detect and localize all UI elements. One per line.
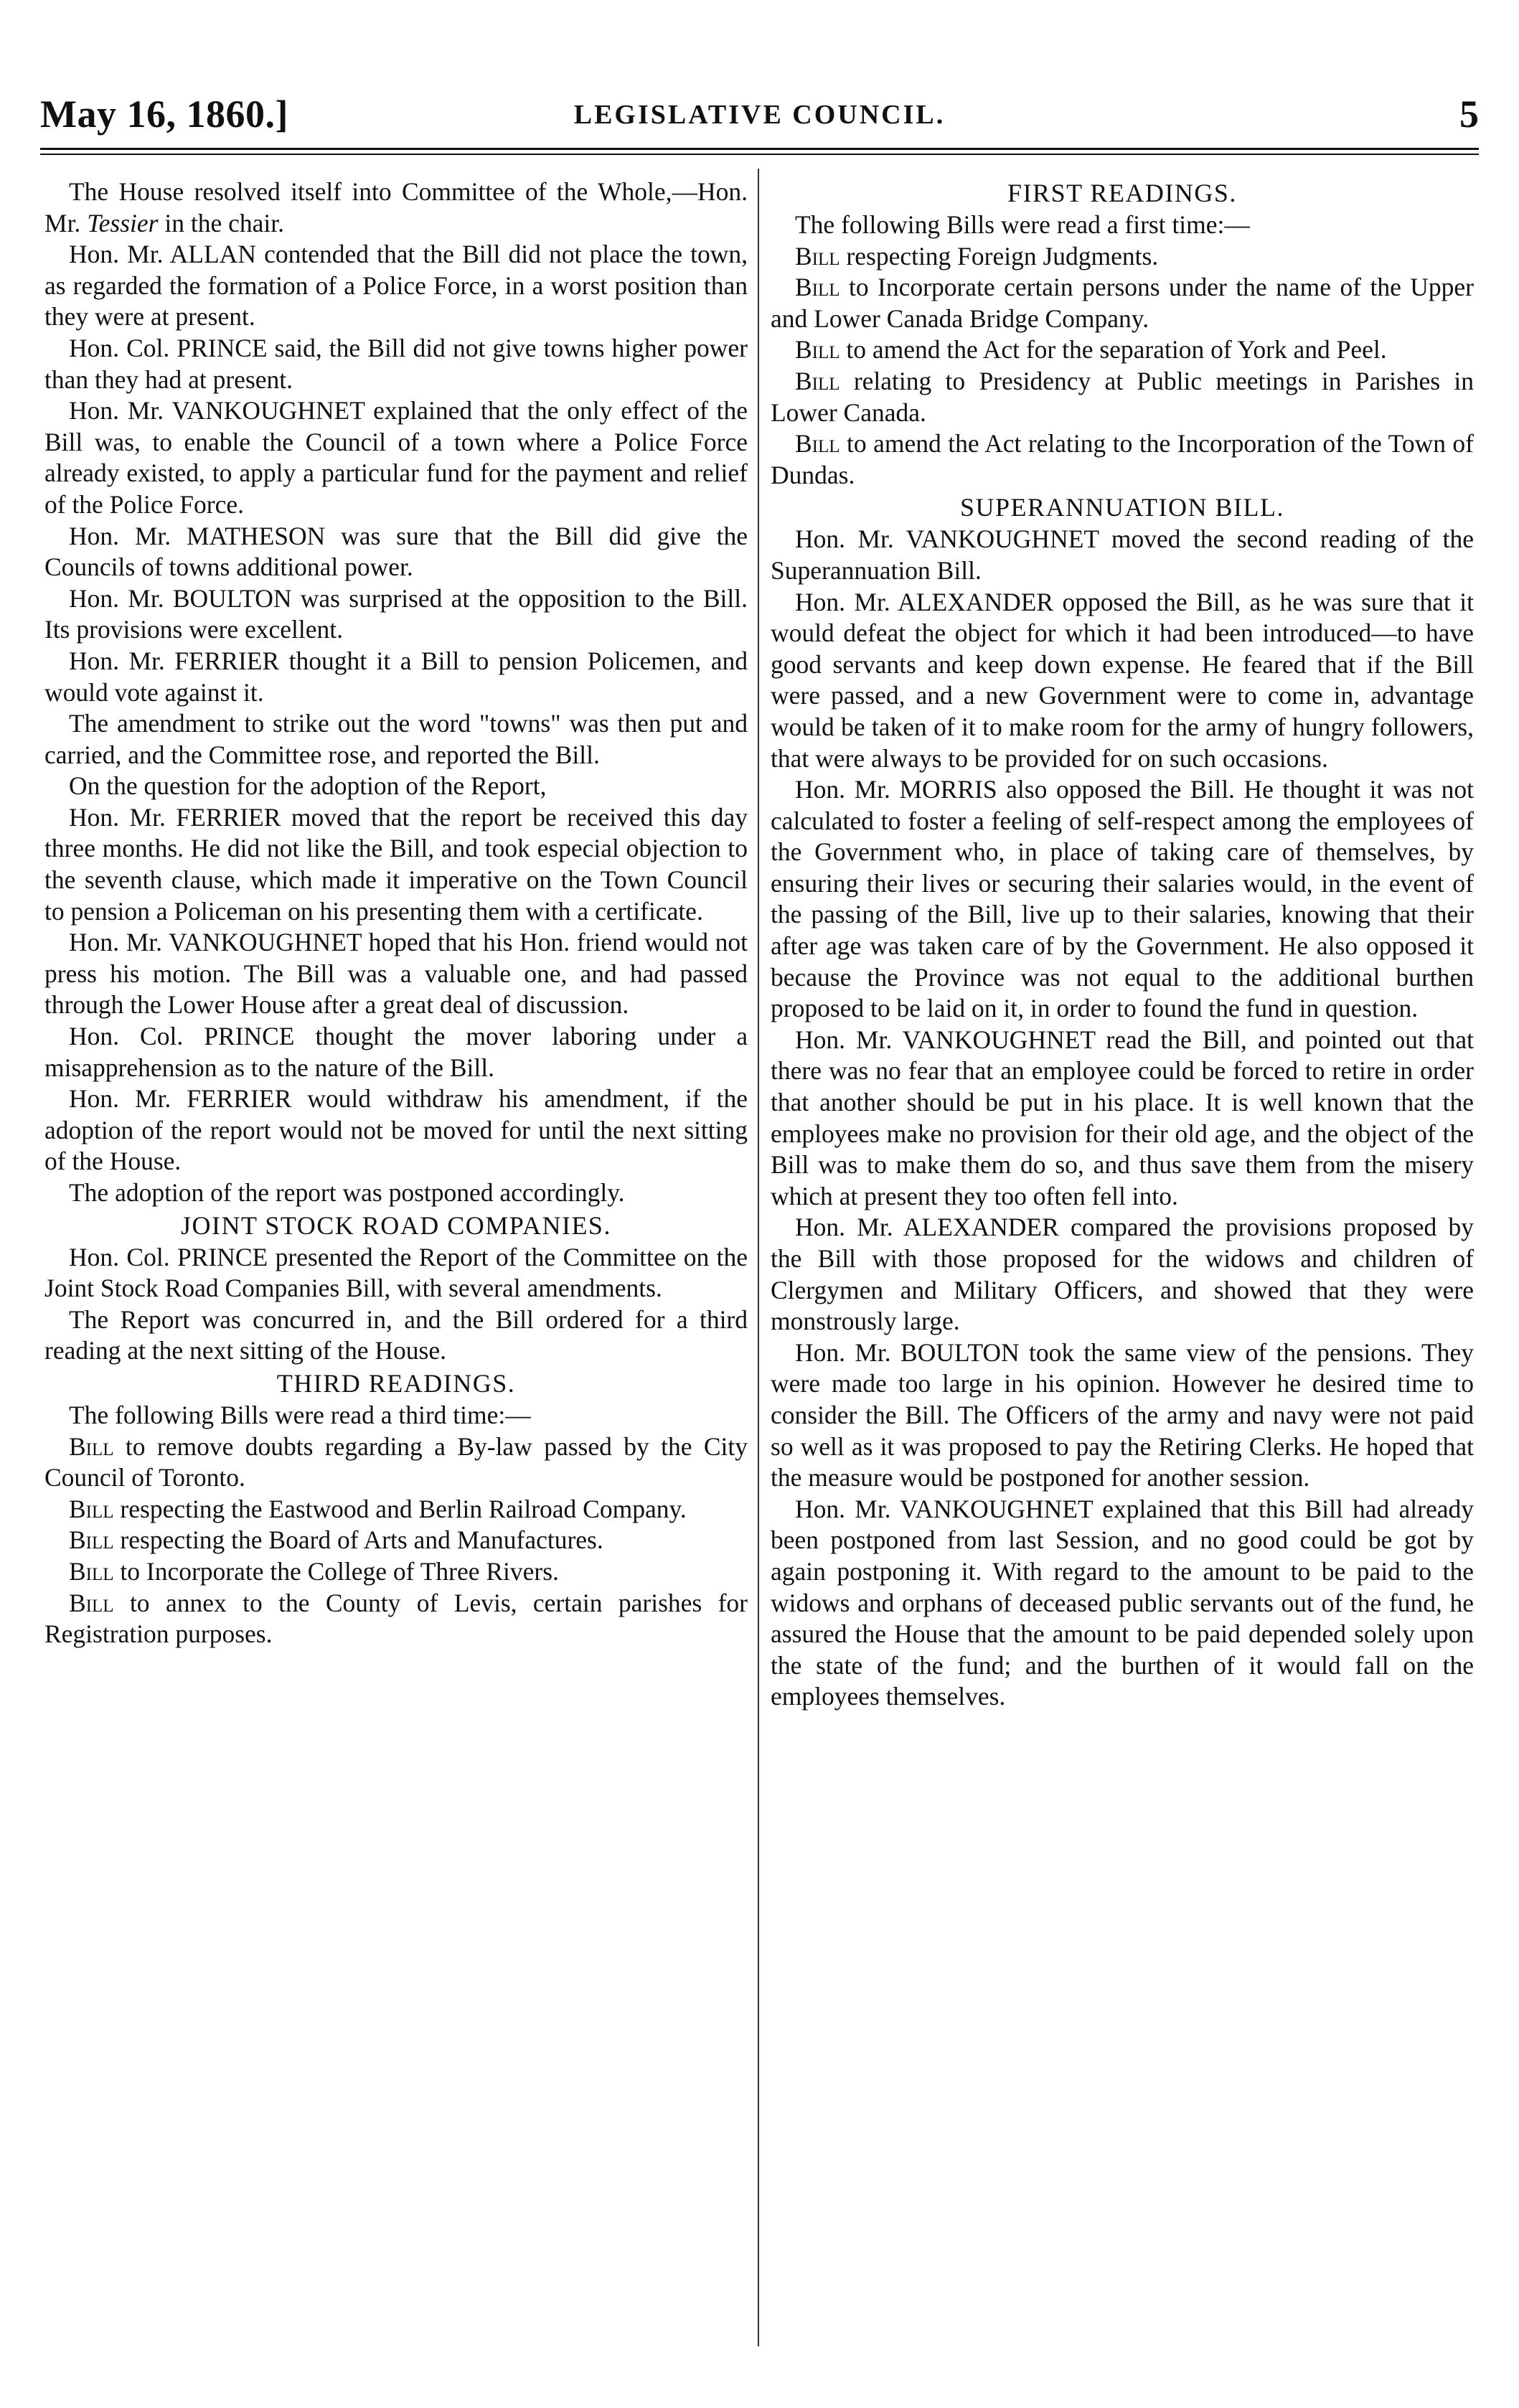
page-number: 5 (1459, 93, 1479, 136)
paragraph: Hon. Mr. ALEXANDER opposed the Bill, as he was sure that it would defeat the object for which it had been introduced—to have good servants and keep down expense. He feared that if the Bill were passed, and a new Government were to come in, advantage would be taken of it to make room for the army of hungry followers, that were always to be provided for on such occasions. (771, 587, 1474, 773)
bill-item: Bill respecting the Eastwood and Berlin Railroad Company. (69, 1494, 687, 1523)
bill-item: Bill relating to Presidency at Public meetings in Parishes in Lower Canada. (771, 366, 1474, 427)
bill-item: Bill to amend the Act relating to the Incorporation of the Town of Dundas. (771, 429, 1474, 489)
paragraph: Hon. Mr. FERRIER thought it a Bill to pension Policemen, and would vote against it. (44, 646, 748, 707)
paragraph: Hon. Mr. BOULTON took the same view of the pensions. They were made too large in his opinion. However he desired time to consider the Bill. The Officers of the army and navy were not paid so well as it was proposed to pay the Retiring Clerks. He hoped that the measure would be postponed for another session. (771, 1337, 1474, 1492)
section-heading-first-readings: FIRST READINGS. (1007, 179, 1237, 207)
section-heading-joint-stock: JOINT STOCK ROAD COMPANIES. (181, 1210, 611, 1240)
paragraph: Hon. Mr. MATHESON was sure that the Bill did give the Councils of towns additional power. (44, 521, 748, 582)
paragraph: Hon. Mr. VANKOUGHNET moved the second reading of the Superannuation Bill. (771, 525, 1474, 585)
paragraph: Hon. Mr. ALEXANDER compared the provisions proposed by the Bill with those proposed for the widows and children of Clergymen and Military Officers, and showed that they were monstrously large. (771, 1213, 1474, 1336)
paragraph: Hon. Mr. VANKOUGHNET read the Bill, and pointed out that there was no fear that an employee could be forced to retire in order that another should be put in his place. It is well known that the employees make no provision for their old age, and the object of the Bill was to make them do so, and thus save them from the misery which at present they too often fell into. (771, 1025, 1474, 1210)
section-heading-superannuation: SUPERANNUATION BILL. (960, 493, 1284, 522)
section-heading-third-readings: THIRD READINGS. (276, 1368, 516, 1398)
paragraph: Hon. Col. PRINCE said, the Bill did not give towns higher power than they had at present. (44, 333, 748, 394)
bill-item: Bill to remove doubts regarding a By-law passed by the City Council of Toronto. (44, 1431, 748, 1492)
paragraph: The amendment to strike out the word "towns" was then put and carried, and the Committee rose, and reported the Bill. (44, 709, 748, 769)
paragraph: Hon. Col. PRINCE presented the Report of the Committee on the Joint Stock Road Companies Bill, with several amendments. (44, 1242, 748, 1303)
left-column (44, 177, 748, 2358)
paragraph: Hon. Mr. VANKOUGHNET explained that the only effect of the Bill was, to enable the Council of a town where a Police Force already existed, to apply a particular fund for the payment and relief of the Police Force. (44, 396, 748, 519)
bill-item: Bill to amend the Act for the separation of York and Peel. (795, 335, 1387, 365)
paragraph: Hon. Mr. ALLAN contended that the Bill did not place the town, as regarded the formation of a Police Force, in a worst position than they were at present. (44, 240, 748, 331)
paragraph: The Report was concurred in, and the Bill ordered for a third reading at the next sitting of the House. (44, 1304, 748, 1365)
page-date: May 16, 1860.] (40, 93, 288, 136)
paragraph: The House resolved itself into Committee of the Whole,—Hon. Mr. Tessier in the chair. (44, 177, 748, 237)
bill-item: Bill respecting Foreign Judgments. (795, 241, 1159, 271)
paragraph: Hon. Mr. MORRIS also opposed the Bill. He thought it was not calculated to foster a feeling of self-respect among the employees of the Government who, in place of taking care of themselves, by ensuring their lives or securing their salaries would, in the event of the passing of the Bill, live up to their salaries, knowing that their after age was taken care of by the Government. He also opposed it because the Province was not equal to the additional burthen proposed to be laid on it, in order to found the fund in question. (771, 775, 1474, 1023)
header-rule-thick (40, 148, 1479, 150)
paragraph: Hon. Mr. VANKOUGHNET explained that this Bill had already been postponed from last Session, and no good could be got by again postponing it. With regard to the amount to be paid to the widows and orphans of deceased public servants out of the fund, he assured the House that the amount to be paid depended solely upon the state of the fund; and the burthen of it would fall on the employees themselves. (771, 1494, 1474, 1711)
paragraph: Hon. Col. PRINCE thought the mover laboring under a misapprehension as to the nature of the Bill. (44, 1022, 748, 1082)
bill-item: Bill respecting the Board of Arts and Manufactures. (69, 1525, 603, 1555)
page-title: LEGISLATIVE COUNCIL. (573, 100, 946, 130)
paragraph: Hon. Mr. VANKOUGHNET hoped that his Hon. friend would not press his motion. The Bill was a valuable one, and had passed through the Lower House after a great deal of discussion. (44, 928, 748, 1020)
paragraph: The adoption of the report was postponed accordingly. (69, 1178, 625, 1207)
paragraph: On the question for the adoption of the Report, (69, 771, 547, 801)
paragraph: The following Bills were read a third time:— (69, 1400, 531, 1429)
paragraph: Hon. Mr. FERRIER moved that the report be received this day three months. He did not like the Bill, and took especial objection to the seventh clause, which made it imperative on the Town Council to pension a Policeman on his presenting them with a certificate. (44, 802, 748, 926)
running-head (40, 92, 1479, 142)
column-divider (758, 169, 759, 2346)
paragraph: Hon. Mr. FERRIER would withdraw his amendment, if the adoption of the report would not be moved for until the next sitting of the House. (44, 1084, 748, 1176)
paragraph: Hon. Mr. BOULTON was surprised at the opposition to the Bill. Its provisions were excellent. (44, 583, 748, 644)
bill-item: Bill to Incorporate the College of Three Rivers. (69, 1556, 559, 1586)
paragraph: The following Bills were read a first time:— (795, 210, 1250, 239)
right-column (771, 177, 1474, 2358)
bill-item: Bill to Incorporate certain persons under the name of the Upper and Lower Canada Bridge Company. (771, 273, 1474, 333)
header-rule-thin (40, 154, 1479, 155)
bill-item: Bill to annex to the County of Levis, certain parishes for Registration purposes. (44, 1588, 748, 1649)
